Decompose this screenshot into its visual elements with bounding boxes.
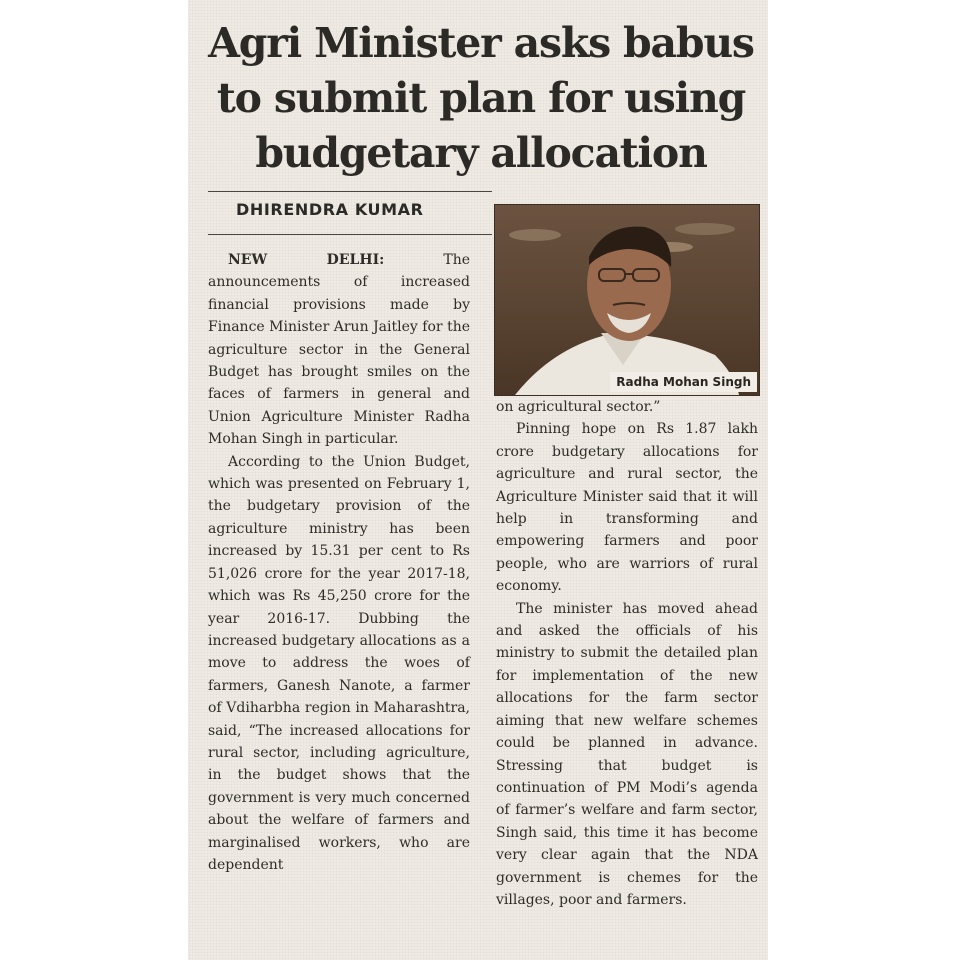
article-paragraph: Pinning hope on Rs 1.87 lakh crore budgetary allocations for agriculture and rural sector, the Agriculture Minister said that it will help in transforming and empowering farmers and poor people, who are warriors of rural economy. [496, 421, 758, 595]
article-paragraph [208, 249, 470, 451]
article-paragraph: on agricultural sector.” [496, 399, 661, 415]
article-paragraph: The minister has moved ahead and asked the officials of his ministry to submit the detailed plan for implementation of the new allocations for the farm sector aiming that new welfare schemes could be planned in advance. Stressing that budget is continuation of PM Modi’s agenda of farmer’s welfare and farm sector, Singh said, this time it has become very clear again that the NDA government is chemes for the villages, poor and farmers. [496, 600, 758, 908]
article-column-right [496, 396, 758, 911]
byline-rule-bottom [208, 234, 492, 235]
headline: Agri Minister asks babus to submit plan for using budgetary allocation [208, 19, 754, 177]
byline-rule-top [208, 191, 492, 192]
minister-photo [494, 204, 760, 396]
byline: DHIRENDRA KUMAR [236, 200, 424, 219]
dateline: NEW DELHI: [228, 252, 385, 268]
paragraph-text: The announcements of increased financial provisions made by Finance Minister Arun Jaitley for the agriculture sector in the General Budget has brought smiles on the faces of farmers in general and Union Agriculture Minister Radha Mohan Singh in particular. [208, 252, 470, 448]
photo-caption: Radha Mohan Singh [610, 372, 757, 392]
newspaper-clipping [188, 0, 768, 960]
portrait-illustration [495, 205, 759, 395]
article-paragraph: According to the Union Budget, which was presented on February 1, the budgetary provision of the agriculture ministry has been increased by 15.31 per cent to Rs 51,026 crore for the year 2017-18, which was Rs 45,250 crore for the year 2016-17. Dubbing the increased budgetary allocations as a move to address the woes of farmers, Ganesh Nanote, a farmer of Vdiharbha region in Maharashtra, said, “The increased allocations for rural sector, including agriculture, in the budget shows that the government is very much concerned about the welfare of farmers and marginalised workers, who are dependent [208, 453, 470, 873]
article-column-left [208, 249, 470, 876]
